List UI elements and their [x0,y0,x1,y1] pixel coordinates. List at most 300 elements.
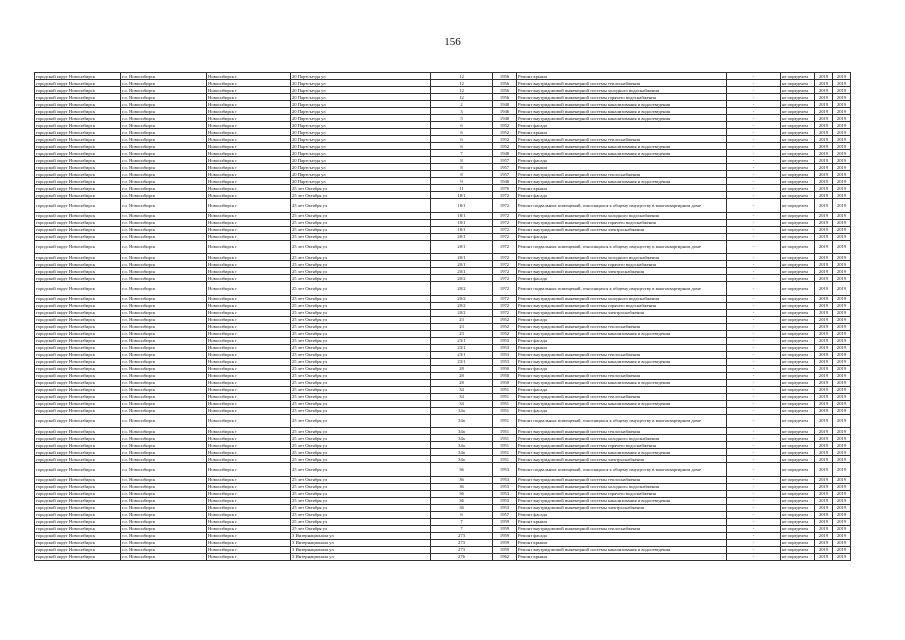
cell-settlement: Новосибирск г [207,532,291,539]
cell-settlement: Новосибирск г [207,553,291,560]
cell-settlement: Новосибирск г [207,428,291,435]
cell-city-district: г.о. Новосибирск [121,157,207,164]
cell-city-district: г.о. Новосибирск [121,108,207,115]
cell-city-district: г.о. Новосибирск [121,476,207,483]
cell-settlement: Новосибирск г [207,414,291,428]
cell-work-type: Ремонт внутридомовой инженерной системы канализования и водоотведения [517,143,727,150]
cell-build-year: 1953 [493,490,517,497]
cell-street: 25 лет Октября ул [291,226,431,233]
cell-municipal-district: городской округ Новосибирск [35,344,121,351]
cell-work-type: Ремонт подвальных помещений, относящихся к общему имуществу в многоквартирном доме [517,463,727,477]
cell-status: не определен [781,511,815,518]
cell-work-type: Ремонт внутридомовой инженерной системы канализования и водоотведения [517,449,727,456]
cell-street: 3 Интернационала ул [291,546,431,553]
cell-build-year: 1972 [493,226,517,233]
cell-build-year: 1951 [493,400,517,407]
cell-street: 20 Партсъезда ул [291,164,431,171]
cell-year-from: 2019 [815,101,833,108]
cell-work-type: Ремонт внутридомовой инженерной системы канализования и водоотведения [517,330,727,337]
cell-city-district: г.о. Новосибирск [121,212,207,219]
cell-work-type: Ремонт внутридомовой инженерной системы электроснабжения [517,268,727,275]
cell-year-from: 2019 [815,539,833,546]
cell-street: 20 Партсъезда ул [291,80,431,87]
cell-year-to: 2019 [833,532,851,539]
cell-build-year: 1962 [493,553,517,560]
cell-street: 25 лет Октября ул [291,504,431,511]
cell-build-year: 1953 [493,463,517,477]
cell-municipal-district: городской округ Новосибирск [35,101,121,108]
cell-house-number: 18/1 [431,219,493,226]
cell-settlement: Новосибирск г [207,393,291,400]
table-row [35,199,851,213]
cell-settlement: Новосибирск г [207,171,291,178]
cell-year-to: 2019 [833,136,851,143]
cell-work-type: Ремонт фасада [517,365,727,372]
cell-year-to: 2019 [833,129,851,136]
cell-status: не определен [781,171,815,178]
cell-dash: - [727,185,781,192]
table-row [35,386,851,393]
cell-city-district: г.о. Новосибирск [121,372,207,379]
cell-settlement: Новосибирск г [207,80,291,87]
cell-municipal-district: городской округ Новосибирск [35,108,121,115]
cell-status: не определен [781,226,815,233]
cell-city-district: г.о. Новосибирск [121,94,207,101]
cell-build-year: 1972 [493,309,517,316]
cell-settlement: Новосибирск г [207,192,291,199]
cell-street: 20 Партсъезда ул [291,178,431,185]
cell-build-year: 1951 [493,428,517,435]
cell-city-district: г.о. Новосибирск [121,365,207,372]
cell-city-district: г.о. Новосибирск [121,358,207,365]
cell-build-year: 1951 [493,386,517,393]
cell-dash: - [727,309,781,316]
cell-year-to: 2019 [833,442,851,449]
cell-year-from: 2019 [815,358,833,365]
cell-year-from: 2019 [815,490,833,497]
cell-municipal-district: городской округ Новосибирск [35,379,121,386]
cell-city-district: г.о. Новосибирск [121,164,207,171]
cell-city-district: г.о. Новосибирск [121,344,207,351]
cell-house-number: 34а [431,456,493,463]
cell-status: не определен [781,178,815,185]
cell-work-type: Ремонт крыши [517,129,727,136]
cell-settlement: Новосибирск г [207,463,291,477]
cell-municipal-district: городской округ Новосибирск [35,164,121,171]
cell-year-from: 2019 [815,192,833,199]
cell-build-year: 1952 [493,143,517,150]
cell-city-district: г.о. Новосибирск [121,435,207,442]
cell-settlement: Новосибирск г [207,400,291,407]
table-row [35,178,851,185]
cell-dash: - [727,212,781,219]
cell-work-type: Ремонт внутридомовой инженерной системы электроснабжения [517,226,727,233]
cell-street: 20 Партсъезда ул [291,129,431,136]
cell-year-to: 2019 [833,101,851,108]
cell-street: 3 Интернационала ул [291,553,431,560]
cell-status: не определен [781,497,815,504]
cell-dash: - [727,122,781,129]
cell-municipal-district: городской округ Новосибирск [35,185,121,192]
cell-work-type: Ремонт фасада [517,407,727,414]
cell-street: 25 лет Октября ул [291,365,431,372]
cell-municipal-district: городской округ Новосибирск [35,518,121,525]
table-row [35,233,851,240]
cell-dash: - [727,518,781,525]
cell-status: не определен [781,212,815,219]
cell-year-from: 2019 [815,393,833,400]
cell-city-district: г.о. Новосибирск [121,122,207,129]
cell-work-type: Ремонт внутридомовой инженерной системы теплоснабжения [517,80,727,87]
cell-year-from: 2019 [815,532,833,539]
cell-house-number: 7 [431,518,493,525]
cell-year-to: 2019 [833,463,851,477]
cell-municipal-district: городской округ Новосибирск [35,504,121,511]
cell-settlement: Новосибирск г [207,261,291,268]
cell-city-district: г.о. Новосибирск [121,504,207,511]
table-row [35,546,851,553]
cell-municipal-district: городской округ Новосибирск [35,428,121,435]
cell-dash: - [727,282,781,296]
cell-street: 20 Партсъезда ул [291,122,431,129]
cell-municipal-district: городской округ Новосибирск [35,525,121,532]
cell-build-year: 1957 [493,511,517,518]
cell-status: не определен [781,344,815,351]
cell-year-from: 2019 [815,456,833,463]
cell-street: 25 лет Октября ул [291,185,431,192]
cell-house-number: 20/2 [431,282,493,296]
cell-house-number: 6 [431,136,493,143]
cell-dash: - [727,504,781,511]
cell-city-district: г.о. Новосибирск [121,463,207,477]
cell-year-to: 2019 [833,330,851,337]
cell-year-to: 2019 [833,150,851,157]
cell-city-district: г.о. Новосибирск [121,511,207,518]
cell-work-type: Ремонт внутридомовой инженерной системы горячего водоснабжения [517,94,727,101]
cell-house-number: 23/1 [431,351,493,358]
cell-year-to: 2019 [833,115,851,122]
cell-year-to: 2019 [833,337,851,344]
table-row [35,275,851,282]
table-row [35,344,851,351]
table-row [35,379,851,386]
cell-build-year: 1952 [493,129,517,136]
cell-settlement: Новосибирск г [207,212,291,219]
cell-settlement: Новосибирск г [207,108,291,115]
cell-dash: - [727,115,781,122]
cell-work-type: Ремонт фасада [517,122,727,129]
cell-house-number: 34 [431,393,493,400]
cell-status: не определен [781,435,815,442]
cell-work-type: Ремонт внутридомовой инженерной системы теплоснабжения [517,428,727,435]
cell-city-district: г.о. Новосибирск [121,428,207,435]
cell-year-from: 2019 [815,428,833,435]
cell-settlement: Новосибирск г [207,386,291,393]
table-row [35,282,851,296]
cell-year-to: 2019 [833,268,851,275]
cell-dash: - [727,344,781,351]
cell-street: 25 лет Октября ул [291,483,431,490]
cell-street: 25 лет Октября ул [291,386,431,393]
cell-work-type: Ремонт крыши [517,164,727,171]
cell-settlement: Новосибирск г [207,115,291,122]
cell-build-year: 1953 [493,483,517,490]
cell-year-to: 2019 [833,546,851,553]
cell-year-to: 2019 [833,282,851,296]
cell-street: 25 лет Октября ул [291,344,431,351]
cell-status: не определен [781,87,815,94]
cell-house-number: 20/1 [431,233,493,240]
cell-build-year: 1950 [493,379,517,386]
cell-status: не определен [781,400,815,407]
cell-house-number: 36 [431,490,493,497]
cell-year-to: 2019 [833,539,851,546]
cell-settlement: Новосибирск г [207,316,291,323]
cell-settlement: Новосибирск г [207,407,291,414]
cell-municipal-district: городской округ Новосибирск [35,261,121,268]
cell-municipal-district: городской округ Новосибирск [35,295,121,302]
table-row [35,497,851,504]
cell-status: не определен [781,386,815,393]
cell-settlement: Новосибирск г [207,87,291,94]
cell-municipal-district: городской округ Новосибирск [35,539,121,546]
cell-build-year: 1956 [493,73,517,80]
cell-dash: - [727,490,781,497]
cell-build-year: 1952 [493,136,517,143]
cell-street: 25 лет Октября ул [291,407,431,414]
cell-dash: - [727,476,781,483]
cell-work-type: Ремонт внутридомовой инженерной системы электроснабжения [517,309,727,316]
table-row [35,476,851,483]
cell-house-number: 20/2 [431,295,493,302]
table-row [35,212,851,219]
cell-dash: - [727,449,781,456]
cell-house-number: 20/2 [431,275,493,282]
cell-municipal-district: городской округ Новосибирск [35,393,121,400]
cell-status: не определен [781,365,815,372]
cell-build-year: 1951 [493,442,517,449]
cell-house-number: 34а [431,414,493,428]
cell-year-to: 2019 [833,483,851,490]
cell-house-number: 6 [431,122,493,129]
cell-work-type: Ремонт крыши [517,185,727,192]
cell-status: не определен [781,240,815,254]
cell-street: 20 Партсъезда ул [291,171,431,178]
table-row [35,337,851,344]
cell-status: не определен [781,372,815,379]
cell-street: 20 Партсъезда ул [291,136,431,143]
table-row [35,171,851,178]
cell-dash: - [727,511,781,518]
cell-status: не определен [781,337,815,344]
cell-dash: - [727,178,781,185]
cell-year-from: 2019 [815,226,833,233]
cell-status: не определен [781,80,815,87]
table-row [35,330,851,337]
cell-municipal-district: городской округ Новосибирск [35,456,121,463]
cell-year-to: 2019 [833,344,851,351]
cell-house-number: 23 [431,323,493,330]
cell-work-type: Ремонт крыши [517,553,727,560]
cell-settlement: Новосибирск г [207,449,291,456]
cell-work-type: Ремонт внутридомовой инженерной системы горячего водоснабжения [517,219,727,226]
cell-street: 25 лет Октября ул [291,282,431,296]
cell-year-to: 2019 [833,386,851,393]
cell-work-type: Ремонт внутридомовой инженерной системы канализования и водоотведения [517,497,727,504]
cell-dash: - [727,337,781,344]
cell-settlement: Новосибирск г [207,323,291,330]
cell-settlement: Новосибирск г [207,143,291,150]
cell-work-type: Ремонт внутридомовой инженерной системы холодного водоснабжения [517,212,727,219]
cell-build-year: 1959 [493,546,517,553]
cell-status: не определен [781,73,815,80]
cell-dash: - [727,456,781,463]
table-row [35,518,851,525]
cell-settlement: Новосибирск г [207,351,291,358]
cell-work-type: Ремонт крыши [517,73,727,80]
cell-build-year: 1972 [493,192,517,199]
cell-build-year: 1972 [493,275,517,282]
table-row [35,442,851,449]
cell-municipal-district: городской округ Новосибирск [35,497,121,504]
cell-year-to: 2019 [833,295,851,302]
cell-work-type: Ремонт внутридомовой инженерной системы холодного водоснабжения [517,254,727,261]
cell-city-district: г.о. Новосибирск [121,330,207,337]
cell-year-from: 2019 [815,150,833,157]
cell-build-year: 1950 [493,365,517,372]
cell-municipal-district: городской округ Новосибирск [35,351,121,358]
cell-house-number: 20/1 [431,261,493,268]
cell-city-district: г.о. Новосибирск [121,178,207,185]
table-row [35,504,851,511]
table-row [35,94,851,101]
cell-house-number: 23/1 [431,337,493,344]
table-row [35,226,851,233]
table-row [35,261,851,268]
cell-build-year: 1972 [493,199,517,213]
cell-year-from: 2019 [815,351,833,358]
cell-house-number: 12 [431,80,493,87]
cell-status: не определен [781,525,815,532]
cell-year-to: 2019 [833,219,851,226]
table-row [35,456,851,463]
cell-build-year: 1972 [493,212,517,219]
cell-dash: - [727,428,781,435]
cell-settlement: Новосибирск г [207,302,291,309]
cell-municipal-district: городской округ Новосибирск [35,476,121,483]
cell-street: 25 лет Октября ул [291,199,431,213]
cell-status: не определен [781,164,815,171]
cell-year-from: 2019 [815,463,833,477]
cell-settlement: Новосибирск г [207,254,291,261]
cell-house-number: 34 [431,386,493,393]
cell-year-from: 2019 [815,511,833,518]
table-row [35,157,851,164]
cell-municipal-district: городской округ Новосибирск [35,449,121,456]
cell-municipal-district: городской округ Новосибирск [35,73,121,80]
cell-municipal-district: городской округ Новосибирск [35,414,121,428]
cell-municipal-district: городской округ Новосибирск [35,199,121,213]
cell-year-to: 2019 [833,490,851,497]
cell-dash: - [727,483,781,490]
cell-dash: - [727,497,781,504]
cell-work-type: Ремонт фасада [517,511,727,518]
cell-street: 20 Партсъезда ул [291,157,431,164]
table-row [35,115,851,122]
cell-build-year: 1953 [493,497,517,504]
cell-street: 20 Партсъезда ул [291,73,431,80]
cell-street: 25 лет Октября ул [291,302,431,309]
cell-city-district: г.о. Новосибирск [121,483,207,490]
page-number: 156 [444,36,461,48]
cell-dash: - [727,316,781,323]
cell-house-number: 23 [431,316,493,323]
cell-year-from: 2019 [815,219,833,226]
cell-year-to: 2019 [833,407,851,414]
cell-house-number: 20/2 [431,309,493,316]
cell-city-district: г.о. Новосибирск [121,449,207,456]
cell-municipal-district: городской округ Новосибирск [35,302,121,309]
cell-year-from: 2019 [815,365,833,372]
cell-house-number: 9 [431,178,493,185]
cell-dash: - [727,330,781,337]
cell-street: 20 Партсъезда ул [291,94,431,101]
cell-municipal-district: городской округ Новосибирск [35,407,121,414]
cell-dash: - [727,261,781,268]
cell-city-district: г.о. Новосибирск [121,282,207,296]
cell-build-year: 1953 [493,504,517,511]
cell-build-year: 1952 [493,330,517,337]
cell-dash: - [727,192,781,199]
cell-municipal-district: городской округ Новосибирск [35,442,121,449]
cell-city-district: г.о. Новосибирск [121,351,207,358]
cell-year-to: 2019 [833,233,851,240]
cell-settlement: Новосибирск г [207,518,291,525]
cell-street: 25 лет Октября ул [291,212,431,219]
cell-year-from: 2019 [815,330,833,337]
table-row [35,254,851,261]
cell-year-to: 2019 [833,94,851,101]
cell-status: не определен [781,295,815,302]
cell-work-type: Ремонт фасада [517,532,727,539]
cell-year-from: 2019 [815,414,833,428]
cell-municipal-district: городской округ Новосибирск [35,365,121,372]
cell-work-type: Ремонт внутридомовой инженерной системы канализования и водоотведения [517,150,727,157]
cell-work-type: Ремонт внутридомовой инженерной системы теплоснабжения [517,372,727,379]
cell-house-number: 273 [431,539,493,546]
cell-build-year: 1972 [493,282,517,296]
cell-work-type: Ремонт внутридомовой инженерной системы электроснабжения [517,456,727,463]
cell-city-district: г.о. Новосибирск [121,316,207,323]
cell-dash: - [727,157,781,164]
table-row [35,393,851,400]
cell-dash: - [727,539,781,546]
cell-status: не определен [781,323,815,330]
cell-house-number: 276 [431,553,493,560]
cell-year-to: 2019 [833,365,851,372]
cell-build-year: 1972 [493,268,517,275]
cell-work-type: Ремонт внутридомовой инженерной системы канализования и водоотведения [517,101,727,108]
table-row [35,323,851,330]
cell-street: 25 лет Октября ул [291,518,431,525]
cell-status: не определен [781,309,815,316]
cell-street: 25 лет Октября ул [291,316,431,323]
cell-build-year: 1957 [493,157,517,164]
cell-year-from: 2019 [815,476,833,483]
cell-year-from: 2019 [815,115,833,122]
cell-year-to: 2019 [833,143,851,150]
cell-municipal-district: городской округ Новосибирск [35,212,121,219]
